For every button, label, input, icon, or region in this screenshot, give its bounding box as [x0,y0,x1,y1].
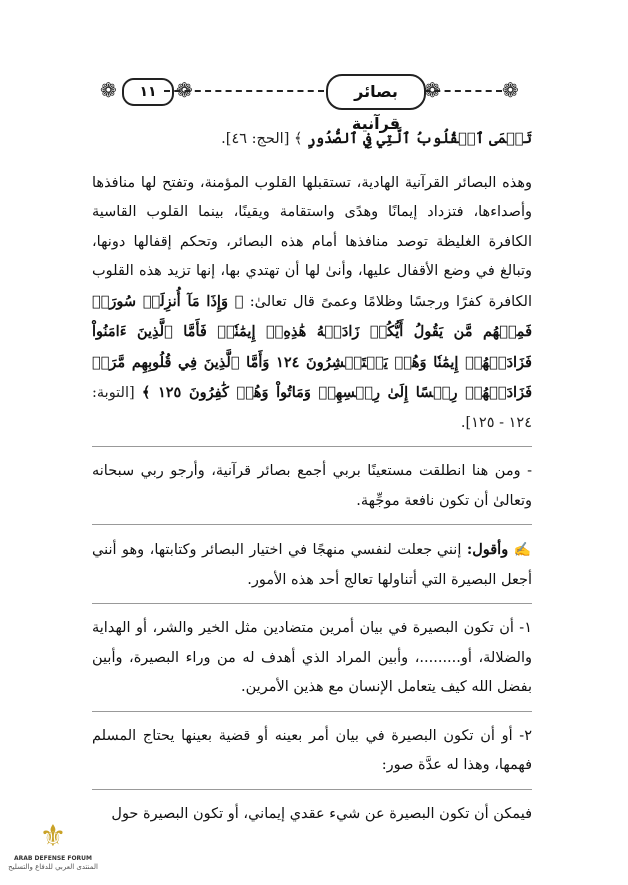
header-divider [164,90,324,92]
section-divider [92,711,532,712]
paragraph [92,169,532,439]
watermark-text: ARAB DEFENSE FORUM [13,855,93,862]
section-divider [92,524,532,525]
forum-logo-icon: ⚜ [39,819,67,854]
ornament-icon: ❁ [176,78,193,102]
paragraph [92,535,532,595]
ornament-icon: ❁ [424,78,441,102]
pen-icon: ✍ [513,542,533,558]
page-body [92,124,532,837]
watermark-text: المنتدى العربي للدفاع والتسليح [8,863,98,871]
header-divider [424,90,502,92]
verse-continuation [92,124,532,155]
section-divider [92,789,532,790]
ornament-icon: ❁ [502,78,519,102]
watermark [8,820,98,882]
paragraph-text: وهذه البصائر القرآنية الهادية، تستقبلها القلوب المؤمنة، وتفتح لها منافذها وأصداءها، فتزداد إيمانًا وهدًى واستقامة ويقينًا، بينما القلوب القاسية الكافرة الغليظة توصد منافذها أمام هذه البصائر، وتحكم إقفالها دونها، وتبالغ في وضع الأقفال عليها، وأنىٰ لها أن تهتدي بها، إنها تزيد هذه القلوب الكافرة كفرًا ورجسًا وظلامًا وعمىً قال تعالىٰ: [92,174,533,310]
verse-reference: [التوبة: ١٢٤ - ١٢٥]. [92,385,532,431]
list-item: ٢- أو أن تكون البصيرة في بيان أمر بعينه أو قضية بعينها يحتاج المسلم فهمها، وهذا له عدَّة صور: [92,727,532,773]
quran-verse: ﴿ وَإِذَا مَآ أُنزِلَتۡ سُورَةٞ فَمِنۡهُم مَّن يَقُولُ أَيُّكُمۡ زَادَتۡهُ هَٰذِهِۦٓ إِيمَٰنٗاۚ فَأَمَّا ٱلَّذِينَ ءَامَنُواْ فَزَادَتۡهُمۡ إِيمَٰنٗا وَهُمۡ يَسۡتَبۡشِرُونَ ١٢٤ وَأَمَّا ٱلَّذِينَ فِي قُلُوبِهِم مَّرَضٞ فَزَادَتۡهُمۡ رِجۡسًا إِلَىٰ رِجۡسِهِمۡ وَمَاتُواْ وَهُمۡ كَٰفِرُونَ ١٢٥ ﴾ [92,292,533,401]
quran-verse: تَعۡمَى ٱلۡقُلُوبُ ٱلَّتِي فِي ٱلصُّدُورِ [307,130,532,147]
running-title: بصائر قرآنية [326,74,426,110]
paragraph-text: إنني جعلت لنفسي منهجًا في اختيار البصائر وكتابتها، وهو أنني أجعل البصيرة التي أتناولها تعالج أحد هذه الأمور. [92,542,532,588]
paragraph: - ومن هنا انطلقت مستعينًا بربي أجمع بصائر قرآنية، وأرجو ربي سبحانه وتعالىٰ أن تكون نافعة موجِّهة. [92,463,532,509]
verse-reference: ﴾ [الحج: ٤٦]. [221,131,303,147]
ornament-icon: ❁ [100,78,117,102]
page-number: ١١ [122,78,174,106]
section-divider [92,603,532,604]
lead-in: وأقول: [466,541,509,558]
paragraph: فيمكن أن تكون البصيرة عن شيء عقدي إيماني، أو تكون البصيرة حول [111,805,532,822]
list-item: ١- أن تكون البصيرة في بيان أمرين متضادين مثل الخير والشر، أو الهداية والضلالة، أو.........، وأبين المراد الذي أهدف له من وراء البصيرة، وأبين بفضل الله كيف يتعامل الإنسان مع هذين الأمرين. [92,620,532,695]
section-divider [92,446,532,447]
page-header [72,72,560,133]
